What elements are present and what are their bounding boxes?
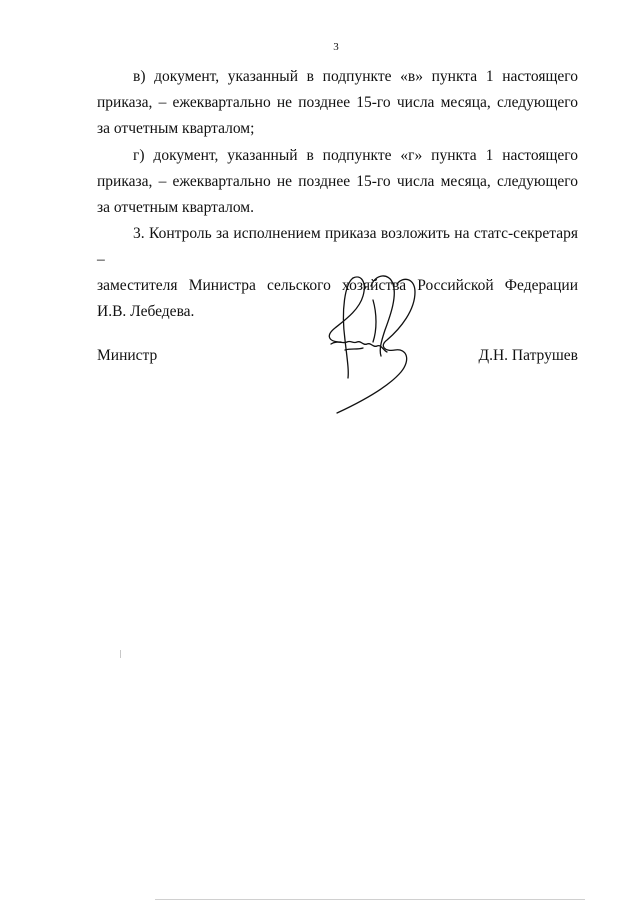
paragraph-line: заместителя Министра сельского хозяйства Российской Федерации [97, 277, 578, 294]
paragraph-subitem-v [97, 64, 578, 142]
paragraph-line: приказа, – ежеквартально не позднее 15-го числа месяца, следующего [97, 173, 578, 190]
signatory-name: Д.Н. Патрушев [478, 347, 578, 364]
paragraph-line: в) документ, указанный в подпункте «в» пункта 1 настоящего [133, 68, 578, 85]
signatory-title: Министр [97, 347, 158, 364]
scan-artifact [155, 899, 585, 900]
page-number: 3 [333, 41, 339, 53]
scan-artifact [120, 650, 121, 658]
paragraph-line: И.В. Лебедева. [97, 303, 195, 320]
paragraph-line: 3. Контроль за исполнением приказа возложить на статс-секретаря – [97, 225, 578, 268]
handwritten-signature [315, 270, 445, 420]
paragraph-line: за отчетным кварталом. [97, 199, 254, 216]
paragraph-line: приказа, – ежеквартально не позднее 15-го числа месяца, следующего [97, 94, 578, 111]
paragraph-line: г) документ, указанный в подпункте «г» пункта 1 настоящего [133, 147, 578, 164]
paragraph-subitem-g [97, 143, 578, 221]
paragraph-line: за отчетным кварталом; [97, 120, 255, 137]
